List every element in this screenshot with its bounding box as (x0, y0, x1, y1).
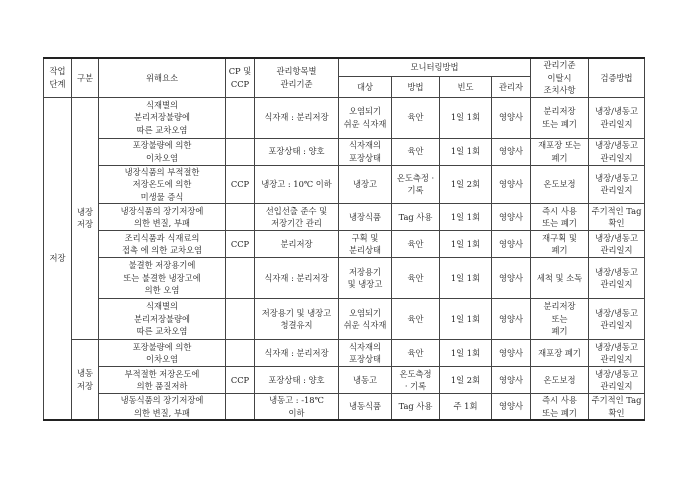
monitor-freq-cell: 1일 1회 (440, 340, 492, 367)
monitor-freq-cell: 1일 1회 (440, 97, 492, 138)
ccp-cell (226, 340, 255, 367)
mgmt-criteria-cell: 분리저장 (255, 231, 339, 258)
hazard-cell: 냉장식품의 부적절한 저장온도에 의한 미생물 증식 (99, 165, 226, 204)
monitor-method-cell: Tag 사용 (392, 204, 440, 231)
table-row (44, 258, 645, 299)
monitor-target-cell: 저장용기 및 냉장고 (339, 258, 392, 299)
ccp-cell (226, 138, 255, 165)
ccp-cell: CCP (226, 367, 255, 394)
monitor-target-cell: 식자재의 포장상태 (339, 138, 392, 165)
monitor-target-cell: 냉동식품 (339, 394, 392, 421)
monitor-freq-cell: 1일 2회 (440, 165, 492, 204)
table-row (44, 165, 645, 204)
monitor-method-cell: Tag 사용 (392, 394, 440, 421)
verify-cell: 주기적인 Tag 확인 (589, 204, 645, 231)
stage-cell: 저장 (44, 97, 72, 420)
monitor-freq-cell: 1일 1회 (440, 231, 492, 258)
monitor-method-cell: 육안 (392, 258, 440, 299)
action-cell: 즉시 사용 또는 폐기 (531, 394, 589, 421)
mgmt-criteria-cell: 포장상태 : 양호 (255, 138, 339, 165)
monitor-method-cell: 육안 (392, 340, 440, 367)
manager-cell: 영양사 (492, 165, 531, 204)
header-ccp: CP 및 CCP (226, 58, 255, 97)
ccp-cell (226, 204, 255, 231)
mgmt-criteria-cell: 선입선출 준수 및 저장기간 관리 (255, 204, 339, 231)
monitor-method-cell: 육안 (392, 97, 440, 138)
header-action: 관리기준 이탈시 조치사항 (531, 58, 589, 97)
monitor-target-cell: 냉장식품 (339, 204, 392, 231)
monitor-target-cell: 식자재의 포장상태 (339, 340, 392, 367)
hazard-cell: 냉동식품의 장기저장에 의한 변질, 부패 (99, 394, 226, 421)
table-row (44, 138, 645, 165)
verify-cell: 냉장/냉동고 관리일지 (589, 299, 645, 340)
header-mgmt: 관리항목별 관리기준 (255, 58, 339, 97)
ccp-cell: CCP (226, 231, 255, 258)
monitor-method-cell: 온도측정 · 기록 (392, 367, 440, 394)
mgmt-criteria-cell: 저장용기 및 냉장고 청결유지 (255, 299, 339, 340)
monitor-freq-cell: 1일 1회 (440, 204, 492, 231)
table-row (44, 299, 645, 340)
action-cell: 세척 및 소독 (531, 258, 589, 299)
hazard-cell: 포장불량에 의한 이차오염 (99, 340, 226, 367)
manager-cell: 영양사 (492, 138, 531, 165)
verify-cell: 냉장/냉동고 관리일지 (589, 97, 645, 138)
monitor-freq-cell: 1일 1회 (440, 138, 492, 165)
hazard-cell: 식재별의 분리저장불량에 따른 교차오염 (99, 299, 226, 340)
action-cell: 분리저장 또는 폐기 (531, 299, 589, 340)
monitor-target-cell: 오염되기 쉬운 식자재 (339, 97, 392, 138)
table-row (44, 204, 645, 231)
ccp-cell (226, 299, 255, 340)
action-cell: 재포장 또는 폐기 (531, 138, 589, 165)
verify-cell: 냉장/냉동고 관리일지 (589, 138, 645, 165)
ccp-cell (226, 394, 255, 421)
header-stage: 작업 단계 (44, 58, 72, 97)
hazard-cell: 포장불량에 의한 이차오염 (99, 138, 226, 165)
table-row (44, 231, 645, 258)
hazard-cell: 불결한 저장용기에 또는 불결한 냉장고에 의한 오염 (99, 258, 226, 299)
manager-cell: 영양사 (492, 299, 531, 340)
class-cell: 냉동 저장 (72, 340, 99, 421)
monitor-method-cell: 육안 (392, 299, 440, 340)
verify-cell: 냉장/냉동고 관리일지 (589, 231, 645, 258)
manager-cell: 영양사 (492, 394, 531, 421)
manager-cell: 영양사 (492, 367, 531, 394)
header-method: 방법 (392, 77, 440, 97)
manager-cell: 영양사 (492, 97, 531, 138)
ccp-cell (226, 258, 255, 299)
header-verify: 검증방법 (589, 58, 645, 97)
ccp-cell (226, 97, 255, 138)
action-cell: 분리저장 또는 폐기 (531, 97, 589, 138)
header-target: 대상 (339, 77, 392, 97)
monitor-freq-cell: 주 1회 (440, 394, 492, 421)
monitor-method-cell: 육안 (392, 138, 440, 165)
monitor-target-cell: 냉장고 (339, 165, 392, 204)
hazard-cell: 조리식품과 식재료의 접촉 에 의한 교차오염 (99, 231, 226, 258)
hazard-cell: 부적절한 저장온도에 의한 품질저하 (99, 367, 226, 394)
manager-cell: 영양사 (492, 204, 531, 231)
verify-cell: 주기적인 Tag 확인 (589, 394, 645, 421)
header-hazard: 위해요소 (99, 58, 226, 97)
mgmt-criteria-cell: 포장상태 : 양호 (255, 367, 339, 394)
header-monitor: 모니터링방법 (339, 58, 531, 77)
action-cell: 온도보정 (531, 165, 589, 204)
action-cell: 재포장 폐기 (531, 340, 589, 367)
verify-cell: 냉장/냉동고 관리일지 (589, 258, 645, 299)
header-manager: 관리자 (492, 77, 531, 97)
ccp-cell: CCP (226, 165, 255, 204)
hazard-cell: 냉장식품의 장기저장에 의한 변질, 부패 (99, 204, 226, 231)
haccp-table (43, 57, 645, 421)
monitor-freq-cell: 1일 1회 (440, 299, 492, 340)
table-row (44, 97, 645, 138)
action-cell: 온도보정 (531, 367, 589, 394)
class-cell: 냉장 저장 (72, 97, 99, 340)
manager-cell: 영양사 (492, 340, 531, 367)
action-cell: 즉시 사용 또는 폐기 (531, 204, 589, 231)
manager-cell: 영양사 (492, 258, 531, 299)
mgmt-criteria-cell: 식자재 : 분리저장 (255, 340, 339, 367)
monitor-freq-cell: 1일 1회 (440, 258, 492, 299)
monitor-target-cell: 냉동고 (339, 367, 392, 394)
table-row (44, 367, 645, 394)
action-cell: 재구획 및 폐기 (531, 231, 589, 258)
header-class: 구분 (72, 58, 99, 97)
mgmt-criteria-cell: 식자재 : 분리저장 (255, 97, 339, 138)
table-row (44, 394, 645, 421)
monitor-freq-cell: 1일 2회 (440, 367, 492, 394)
monitor-target-cell: 오염되기 쉬운 식자재 (339, 299, 392, 340)
monitor-target-cell: 구획 및 분리상태 (339, 231, 392, 258)
monitor-method-cell: 온도측정 · 기록 (392, 165, 440, 204)
monitor-method-cell: 육안 (392, 231, 440, 258)
mgmt-criteria-cell: 냉동고 : -18℃ 이하 (255, 394, 339, 421)
header-freq: 빈도 (440, 77, 492, 97)
mgmt-criteria-cell: 식자재 : 분리저장 (255, 258, 339, 299)
verify-cell: 냉장/냉동고 관리일지 (589, 165, 645, 204)
table-row (44, 340, 645, 367)
manager-cell: 영양사 (492, 231, 531, 258)
hazard-cell: 식재별의 분리저장불량에 따른 교차오염 (99, 97, 226, 138)
mgmt-criteria-cell: 냉장고 : 10℃ 이하 (255, 165, 339, 204)
verify-cell: 냉장/냉동고 관리일지 (589, 340, 645, 367)
verify-cell: 냉장/냉동고 관리일지 (589, 367, 645, 394)
